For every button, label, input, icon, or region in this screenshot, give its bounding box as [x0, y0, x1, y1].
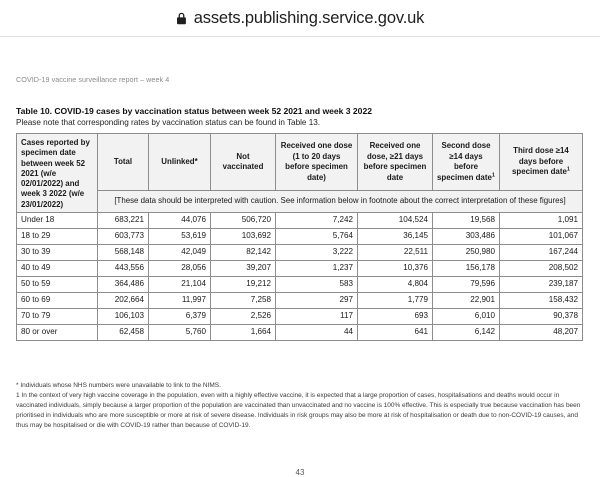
cell-second-dose: 79,596: [433, 276, 500, 292]
cell-third-dose: 239,187: [500, 276, 583, 292]
cell-unlinked: 11,997: [149, 292, 211, 308]
cell-unlinked: 21,104: [149, 276, 211, 292]
cell-age-group: 60 to 69: [17, 292, 98, 308]
table-row: [17, 260, 583, 276]
table-header-one-dose-21-days: Received one dose, ≥21 days before specimen date: [358, 134, 433, 191]
cell-one-dose-21-days: 693: [358, 308, 433, 324]
cell-age-group: 18 to 29: [17, 228, 98, 244]
page-subtitle: Please note that corresponding rates by vaccination status can be found in Table 13.: [16, 118, 321, 127]
cell-unlinked: 42,049: [149, 244, 211, 260]
cell-third-dose: 1,091: [500, 212, 583, 228]
table-header-unlinked: Unlinked*: [149, 134, 211, 191]
cell-one-dose-1-20-days: 583: [276, 276, 358, 292]
cell-unlinked: 53,619: [149, 228, 211, 244]
cell-not-vaccinated: 2,526: [211, 308, 276, 324]
cell-third-dose: 167,244: [500, 244, 583, 260]
table-row: [17, 212, 583, 228]
cell-not-vaccinated: 19,212: [211, 276, 276, 292]
cell-age-group: 80 or over: [17, 324, 98, 340]
cell-age-group: 50 to 59: [17, 276, 98, 292]
cases-by-vaccination-status-table: [16, 133, 583, 341]
cell-one-dose-1-20-days: 5,764: [276, 228, 358, 244]
footnotes: [16, 381, 584, 430]
cell-one-dose-21-days: 104,524: [358, 212, 433, 228]
cell-one-dose-1-20-days: 297: [276, 292, 358, 308]
table-header-second-dose: [433, 134, 500, 191]
cell-total: 568,148: [98, 244, 149, 260]
page-title: Table 10. COVID-19 cases by vaccination status between week 52 2021 and week 3 2022: [16, 106, 372, 116]
browser-address-bar[interactable]: [0, 0, 600, 37]
cell-third-dose: 208,502: [500, 260, 583, 276]
running-header: COVID-19 vaccine surveillance report – week 4: [16, 75, 170, 84]
cell-second-dose: 19,568: [433, 212, 500, 228]
cell-total: 62,458: [98, 324, 149, 340]
cell-third-dose: 48,207: [500, 324, 583, 340]
cell-not-vaccinated: 506,720: [211, 212, 276, 228]
table-row: [17, 292, 583, 308]
cell-age-group: 30 to 39: [17, 244, 98, 260]
cell-total: 603,773: [98, 228, 149, 244]
cell-one-dose-1-20-days: 7,242: [276, 212, 358, 228]
table-body: [17, 212, 583, 340]
table-header-third-dose-text: Third dose ≥14 days before specimen date: [512, 146, 569, 177]
cell-unlinked: 6,379: [149, 308, 211, 324]
site-url-text: assets.publishing.service.gov.uk: [193, 8, 425, 27]
cell-unlinked: 28,056: [149, 260, 211, 276]
table-header-not-vaccinated: Not vaccinated: [211, 134, 276, 191]
cell-total: 443,556: [98, 260, 149, 276]
footnote-one: 1 In the context of very high vaccine coverage in the population, even with a highly effective vaccine, it is expected that a large proportion of cases, hospitalisations and deaths would occur in vaccinated individuals, simply because a larger proportion of the population are vaccinated than unvaccinated and no vaccine is 100% effective. This is especially true because vaccination has been prioritised in individuals who are more susceptible or more at risk of severe disease. Individuals in risk groups may also be more at risk of hospitalisation or death due to non-COVID-19 causes, and thus may be hospitalised or die with COVID-19 rather than because of COVID-19.: [16, 391, 581, 429]
cell-one-dose-1-20-days: 3,222: [276, 244, 358, 260]
cell-not-vaccinated: 82,142: [211, 244, 276, 260]
footnote-asterisk: * Individuals whose NHS numbers were unavailable to link to the NIMS.: [16, 382, 221, 389]
table-header-cases-reported: Cases reported by specimen date between week 52 2021 (w/e 02/01/2022) and week 3 2022 (w/e 23/01/2022): [17, 134, 98, 213]
cell-one-dose-21-days: 36,145: [358, 228, 433, 244]
page-number: 43: [295, 468, 305, 477]
cell-one-dose-1-20-days: 117: [276, 308, 358, 324]
table-caution-note: [These data should be interpreted with caution. See information below in footnote about the correct interpretation of these figures]: [98, 191, 583, 213]
cell-total: 683,221: [98, 212, 149, 228]
cell-one-dose-21-days: 22,511: [358, 244, 433, 260]
cell-second-dose: 22,901: [433, 292, 500, 308]
cell-one-dose-21-days: 4,804: [358, 276, 433, 292]
lock-icon: [176, 12, 187, 25]
table-header-third-dose-footnote-marker: 1: [566, 166, 570, 173]
cell-age-group: Under 18: [17, 212, 98, 228]
table-row: [17, 276, 583, 292]
cell-second-dose: 6,142: [433, 324, 500, 340]
cell-age-group: 40 to 49: [17, 260, 98, 276]
cell-third-dose: 101,067: [500, 228, 583, 244]
cell-second-dose: 156,178: [433, 260, 500, 276]
table-row: [17, 324, 583, 340]
cell-total: 106,103: [98, 308, 149, 324]
table-row: [17, 228, 583, 244]
cell-unlinked: 5,760: [149, 324, 211, 340]
cell-second-dose: 303,486: [433, 228, 500, 244]
cell-one-dose-21-days: 10,376: [358, 260, 433, 276]
cell-not-vaccinated: 103,692: [211, 228, 276, 244]
cell-total: 202,664: [98, 292, 149, 308]
pdf-page: [0, 37, 600, 477]
cell-total: 364,486: [98, 276, 149, 292]
table-caution-row: [17, 191, 583, 213]
table-header-total: Total: [98, 134, 149, 191]
table-row: [17, 308, 583, 324]
table-row: [17, 244, 583, 260]
cell-one-dose-1-20-days: 44: [276, 324, 358, 340]
table-header-one-dose-1-20-days: Received one dose (1 to 20 days before specimen date): [276, 134, 358, 191]
cell-one-dose-21-days: 1,779: [358, 292, 433, 308]
cell-one-dose-1-20-days: 1,237: [276, 260, 358, 276]
cell-third-dose: 158,432: [500, 292, 583, 308]
cell-unlinked: 44,076: [149, 212, 211, 228]
cell-not-vaccinated: 39,207: [211, 260, 276, 276]
cell-one-dose-21-days: 641: [358, 324, 433, 340]
cell-second-dose: 250,980: [433, 244, 500, 260]
table-header-second-dose-text: Second dose ≥14 days before specimen date: [437, 141, 492, 182]
cell-not-vaccinated: 1,664: [211, 324, 276, 340]
table-header-third-dose: [500, 134, 583, 191]
table-header-row: [17, 134, 583, 191]
cell-not-vaccinated: 7,258: [211, 292, 276, 308]
cell-age-group: 70 to 79: [17, 308, 98, 324]
table-header-second-dose-footnote-marker: 1: [491, 171, 495, 178]
cell-third-dose: 90,378: [500, 308, 583, 324]
cell-second-dose: 6,010: [433, 308, 500, 324]
